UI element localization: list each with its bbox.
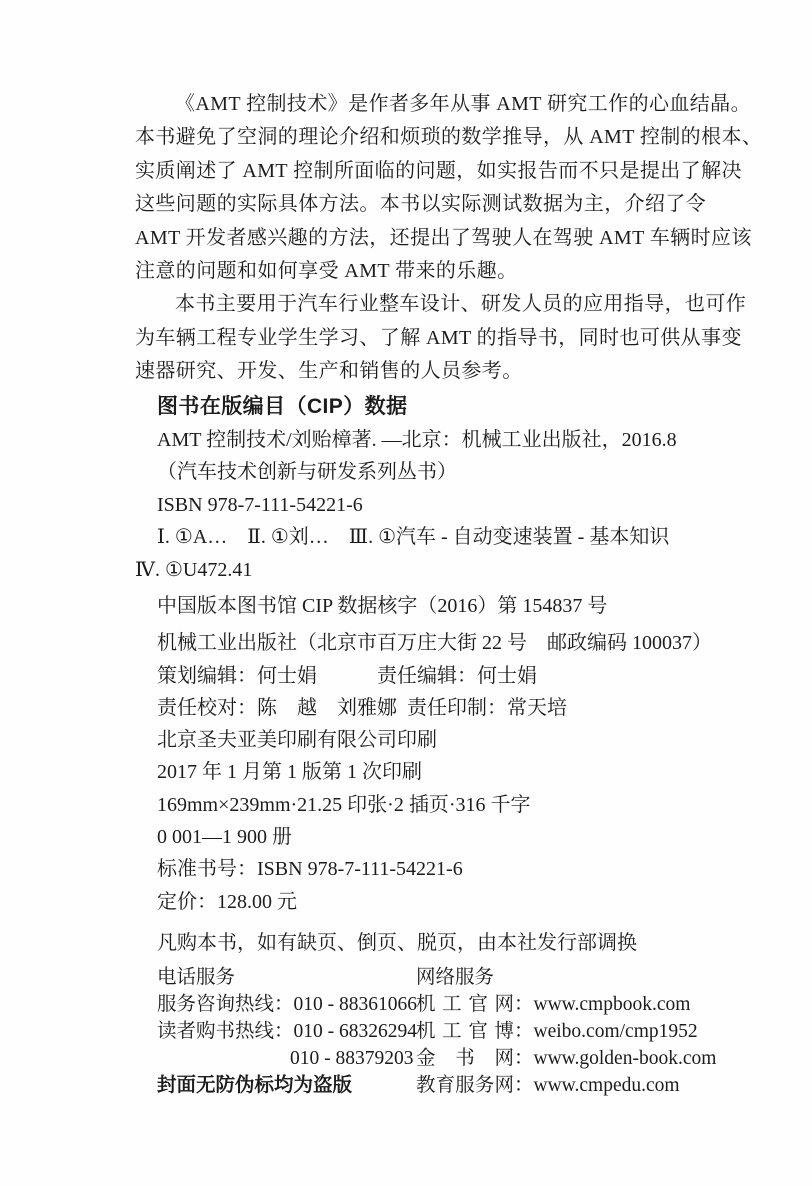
label-separator: ： [514, 1020, 534, 1042]
paragraph-line: 本书主要用于汽车行业整车设计、研发人员的应用指导，也可作 [175, 293, 747, 316]
label-separator: ： [514, 1047, 534, 1069]
label-separator: ： [514, 993, 534, 1015]
anti-piracy-notice: 封面无防伪标均为盗版 [157, 1073, 353, 1096]
format-line: 169mm×239mm·21.25 印张·2 插页·316 千字 [157, 793, 531, 816]
network-item-url: weibo.com/cmp1952 [533, 1020, 698, 1042]
network-item-label: 金书网 [416, 1047, 514, 1069]
phone-hotline-1: 服务咨询热线：010 - 88361066 [157, 993, 417, 1015]
network-item [416, 991, 716, 1018]
paragraph-line: 为车辆工程专业学生学习、了解 AMT 的指导书，同时也可供从事变 [135, 326, 742, 349]
network-item-url: www.cmpbook.com [533, 993, 691, 1015]
network-service-column [416, 964, 716, 1099]
network-item [416, 1072, 716, 1099]
cip-record: AMT 控制技术/刘贻樟著. —北京：机械工业出版社，2016.8 [157, 428, 677, 451]
paragraph-line: 实质阐述了 AMT 控制所面临的问题，如实报告而不只是提出了解决 [135, 159, 742, 182]
cip-classification: Ⅰ. ①A… Ⅱ. ①刘… Ⅲ. ①汽车 - 自动变速装置 - 基本知识 [157, 526, 670, 549]
copyright-page [135, 88, 763, 1099]
phone-service-column [157, 964, 416, 1099]
print-supervisor: 责任印制：常天培 [407, 696, 567, 719]
cip-data-block [135, 424, 677, 623]
network-item-label: 机工官网 [416, 993, 514, 1015]
cip-classification-continued: Ⅳ. ①U472.41 [135, 559, 253, 582]
proofreaders: 责任校对：陈 越 刘雅娜 [157, 696, 397, 719]
planning-editor: 策划编辑：何士娟 [157, 664, 317, 687]
printer-line: 北京圣夫亚美印刷有限公司印刷 [157, 729, 437, 752]
service-section [157, 964, 717, 1099]
paragraph-line: 本书避免了空洞的理论介绍和烦琐的数学推导，从 AMT 控制的根本、 [135, 126, 763, 149]
cip-heading: 图书在版编目（CIP）数据 [157, 394, 408, 418]
purchase-notice: 凡购本书，如有缺页、倒页、脱页，由本社发行部调换 [157, 931, 637, 954]
colophon-block [157, 627, 712, 918]
publisher-line: 机械工业出版社（北京市百万庄大街 22 号 邮政编码 100037） [157, 632, 712, 655]
paragraph-line: 这些问题的实际具体方法。本书以实际测试数据为主，介绍了令 [135, 193, 707, 216]
network-item-url: www.golden-book.com [533, 1047, 717, 1069]
network-item [416, 1018, 716, 1045]
paragraph-line: 《AMT 控制技术》是作者多年从事 AMT 研究工作的心血结晶。 [175, 93, 751, 115]
phone-hotline-3: 010 - 88379203 [290, 1047, 414, 1069]
cip-registration: 中国版本图书馆 CIP 数据核字（2016）第 154837 号 [157, 594, 608, 617]
standard-book-number-line: 标准书号：ISBN 978-7-111-54221-6 [157, 858, 463, 881]
network-item-url: www.cmpedu.com [533, 1074, 680, 1096]
paragraph-line: 速器研究、开发、生产和销售的人员参考。 [135, 360, 523, 383]
paragraph-line: 注意的问题和如何享受 AMT 带来的乐趣。 [135, 260, 518, 283]
network-service-heading: 网络服务 [416, 966, 495, 988]
editors-line [157, 660, 667, 692]
network-item-label: 机工官博 [416, 1020, 514, 1042]
intro-paragraph-1 [135, 88, 763, 288]
paragraph-line: AMT 开发者感兴趣的方法，还提出了驾驶人在驾驶 AMT 车辆时应该 [135, 226, 752, 249]
responsible-editor: 责任编辑：何士娟 [377, 664, 537, 687]
cip-series: （汽车技术创新与研发系列丛书） [157, 461, 457, 484]
cip-isbn: ISBN 978-7-111-54221-6 [157, 493, 363, 516]
edition-line: 2017 年 1 月第 1 版第 1 次印刷 [157, 761, 422, 784]
print-run-line: 0 001—1 900 册 [157, 826, 292, 848]
label-separator: ： [514, 1074, 534, 1096]
network-item-label: 教育服务网 [416, 1074, 514, 1096]
proofreading-line [157, 692, 667, 724]
phone-hotline-2: 读者购书热线：010 - 68326294 [157, 1020, 417, 1042]
phone-service-heading: 电话服务 [157, 966, 236, 988]
price-line: 定价：128.00 元 [157, 890, 297, 913]
network-item [416, 1045, 716, 1072]
intro-paragraph-2 [135, 288, 747, 388]
